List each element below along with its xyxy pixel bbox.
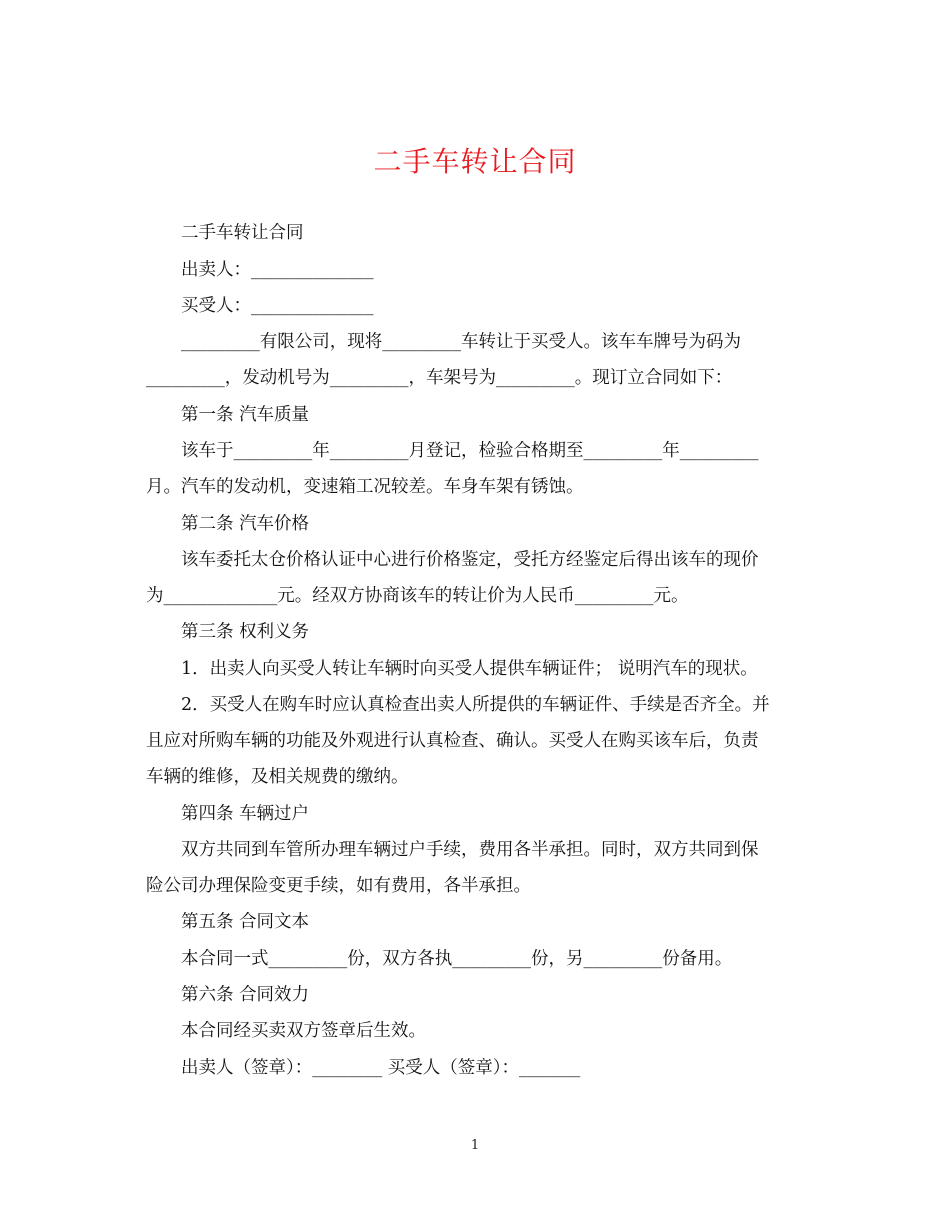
doc-line-seller: 出卖人：______________ xyxy=(181,260,374,280)
doc-line-heading: 二手车转让合同 xyxy=(181,223,304,243)
page-number: 1 xyxy=(470,1138,480,1153)
doc-line-article-3-item-2b: 且应对所购车辆的功能及外观进行认真检查、确认。买受人在购买该车后，负责 xyxy=(146,731,759,751)
doc-line-article-3-item-2c: 车辆的维修，及相关规费的缴纳。 xyxy=(146,767,409,787)
doc-line-buyer: 买受人：______________ xyxy=(181,296,374,316)
doc-line-article-6-body: 本合同经买卖双方签章后生效。 xyxy=(181,1021,426,1041)
doc-line-intro-1: _________有限公司，现将_________车转让于买受人。该车车牌号为码为 xyxy=(181,332,741,352)
doc-line-article-2-body-2: 为_____________元。经双方协商该车的转让价为人民币_________元。 xyxy=(146,586,689,606)
doc-line-article-1: 第一条 汽车质量 xyxy=(181,405,310,425)
doc-line-article-2: 第二条 汽车价格 xyxy=(181,514,310,534)
doc-line-article-4-body-1: 双方共同到车管所办理车辆过户手续，费用各半承担。同时，双方共同到保 xyxy=(181,840,759,860)
document-title: 二手车转让合同 xyxy=(373,145,577,178)
doc-line-article-2-body-1: 该车委托太仓价格认证中心进行价格鉴定，受托方经鉴定后得出该车的现价 xyxy=(181,550,759,570)
doc-line-article-5-body: 本合同一式_________份，双方各执_________份，另_________份备用。 xyxy=(181,949,733,969)
doc-line-article-3-item-1: 1．出卖人向买受人转让车辆时向买受人提供车辆证件； 说明汽车的现状。 xyxy=(181,659,758,679)
doc-line-article-3-item-2a: 2．买受人在购车时应认真检查出卖人所提供的车辆证件、手续是否齐全。并 xyxy=(181,695,770,715)
doc-line-intro-2: _________，发动机号为_________，车架号为_________。现订立合同如下： xyxy=(146,368,733,388)
doc-line-article-1-body-2: 月。汽车的发动机，变速箱工况较差。车身车架有锈蚀。 xyxy=(146,477,584,497)
doc-line-article-1-body-1: 该车于_________年_________月登记，检验合格期至_________年_________ xyxy=(181,441,759,461)
doc-line-article-4: 第四条 车辆过户 xyxy=(181,804,310,824)
doc-line-article-3: 第三条 权利义务 xyxy=(181,622,310,642)
doc-line-article-5: 第五条 合同文本 xyxy=(181,912,310,932)
doc-line-signatures: 出卖人（签章）：________ 买受人（签章）：_______ xyxy=(181,1058,581,1078)
doc-line-article-4-body-2: 险公司办理保险变更手续，如有费用，各半承担。 xyxy=(146,876,531,896)
doc-line-article-6: 第六条 合同效力 xyxy=(181,985,310,1005)
